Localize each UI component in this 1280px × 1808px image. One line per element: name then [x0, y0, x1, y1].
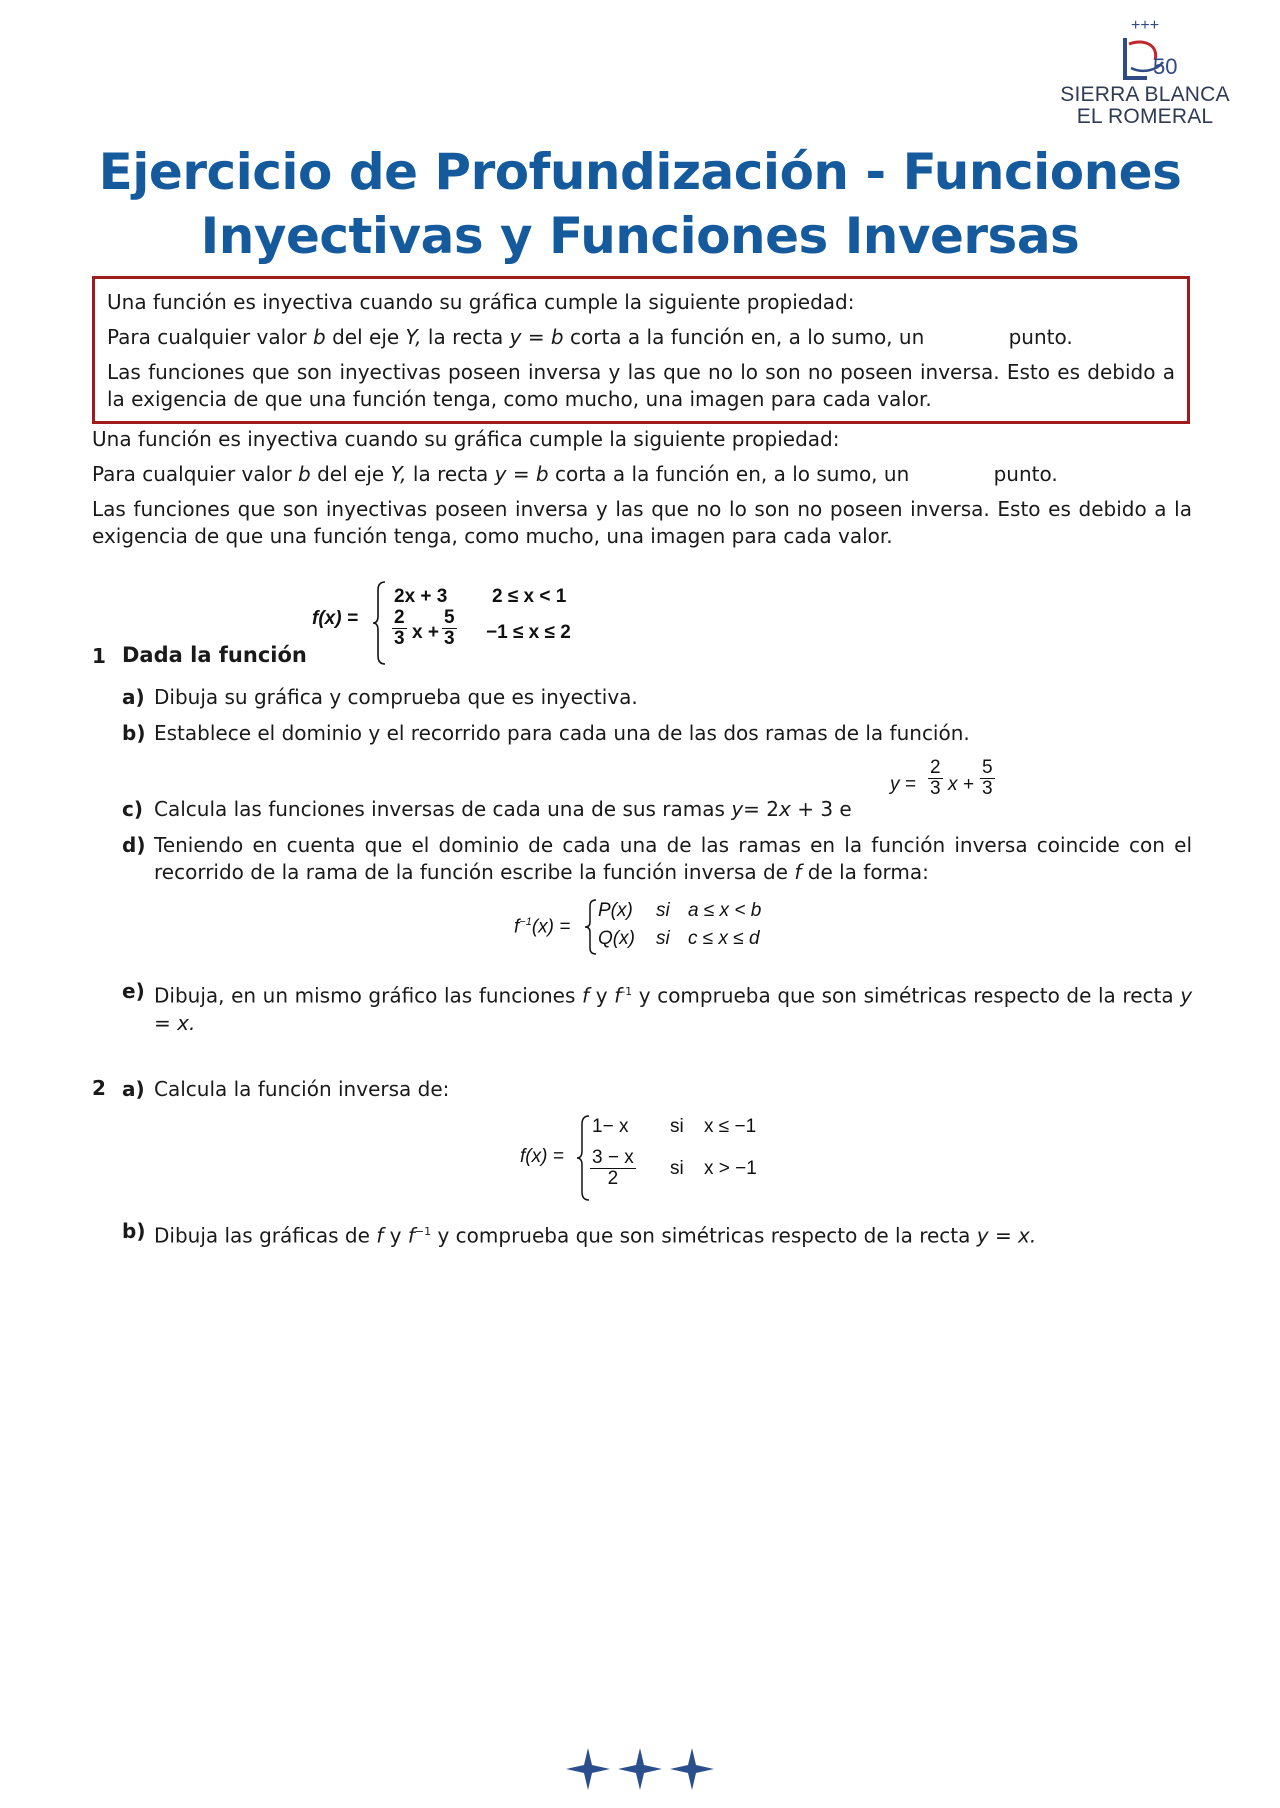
brace-icon [372, 580, 388, 666]
definition-plain [92, 426, 1192, 558]
definition-p3: Las funciones que son inyectivas poseen inversa y las que no lo son no poseen inversa. Esto es debido a la exigencia de que una función tenga, como mucho, una imagen para cada valor. [107, 360, 1175, 411]
logo-crosses: +++ [1131, 17, 1160, 34]
logo-anniversary: 50 [1153, 54, 1178, 79]
exercise2-function: f(x) = 1− x si x ≤ −1 $\frac{3 - x}{2}$ si x > −1 [520, 1114, 780, 1204]
plain-p1: Una función es inyectiva cuando su gráfica cumple la siguiente propiedad: [92, 427, 840, 451]
ex1-item-b: b) Establece el dominio y el recorrido para cada una de las dos ramas de la función. [122, 721, 970, 745]
brace-icon [584, 898, 598, 956]
school-logo [1050, 16, 1240, 136]
ex1-item-c: c) Calcula las funciones inversas de cada una de sus ramas y= 2x + 3 e [122, 797, 852, 821]
ex2-item-b: b) Dibuja las gráficas de f y $f^{-1}$ y comprueba que son simétricas respecto de la recta y = x. [122, 1219, 1037, 1248]
definition-p1: Una función es inyectiva cuando su gráfica cumple la siguiente propiedad: [107, 290, 855, 314]
exercise1-function: f(x) = 2x + 3 2 ≤ x < 1 $\frac{2}{3}$ x + $\frac{5}{3}$ −1 ≤ x ≤ 2 [312, 580, 612, 668]
title-line1: Ejercicio de Profundización - Funciones [98, 143, 1182, 201]
ex1-c-formula: y = $\frac{2}{3}$ x + $\frac{5}{3}$ [890, 757, 993, 799]
three-stars-icon [560, 1744, 720, 1794]
ex1-item-d: d) Teniendo en cuenta que el dominio de cada una de las ramas en la función inversa coincide con el recorrido de la rama de la función escribe la función inversa de f de la forma: [122, 833, 1192, 884]
ex1-item-e: e) Dibuja, en un mismo gráfico las funciones f y $f^{-1}$ y comprueba que son simétricas respecto de la recta y = x. [122, 979, 1193, 1035]
ex2-item-a: a) Calcula la función inversa de: [122, 1077, 450, 1101]
exercise1-number: 1 [92, 644, 106, 668]
title-line2: Inyectivas y Funciones Inversas [200, 207, 1080, 265]
exercise2-number: 2 [92, 1076, 106, 1100]
plain-p3: Las funciones que son inyectivas poseen inversa y las que no lo son no poseen inversa. Esto es debido a la exigencia de que una función tenga, como mucho, una imagen para cada valor. [92, 497, 1192, 548]
page-title [60, 140, 1220, 268]
exercise1-title: Dada la función [122, 643, 307, 667]
ex1-item-a: a) Dibuja su gráfica y comprueba que es inyectiva. [122, 685, 638, 709]
definition-p2: Para cualquier valor b del eje Y, la recta y = b corta a la función en, a lo sumo, un punto. [107, 325, 1073, 349]
logo-emblem-icon [1085, 16, 1205, 84]
logo-school-line2: EL ROMERAL [1076, 105, 1214, 128]
ex1-d-formula: $f^{-1}(x)$ = P(x) si a ≤ x < b Q(x) si c ≤ x ≤ d [514, 898, 794, 958]
definition-box [92, 276, 1190, 424]
plain-p2: Para cualquier valor b del eje Y, la recta y = b corta a la función en, a lo sumo, un punto. [92, 462, 1058, 486]
logo-school-line1: SIERRA BLANCA [1060, 83, 1230, 106]
